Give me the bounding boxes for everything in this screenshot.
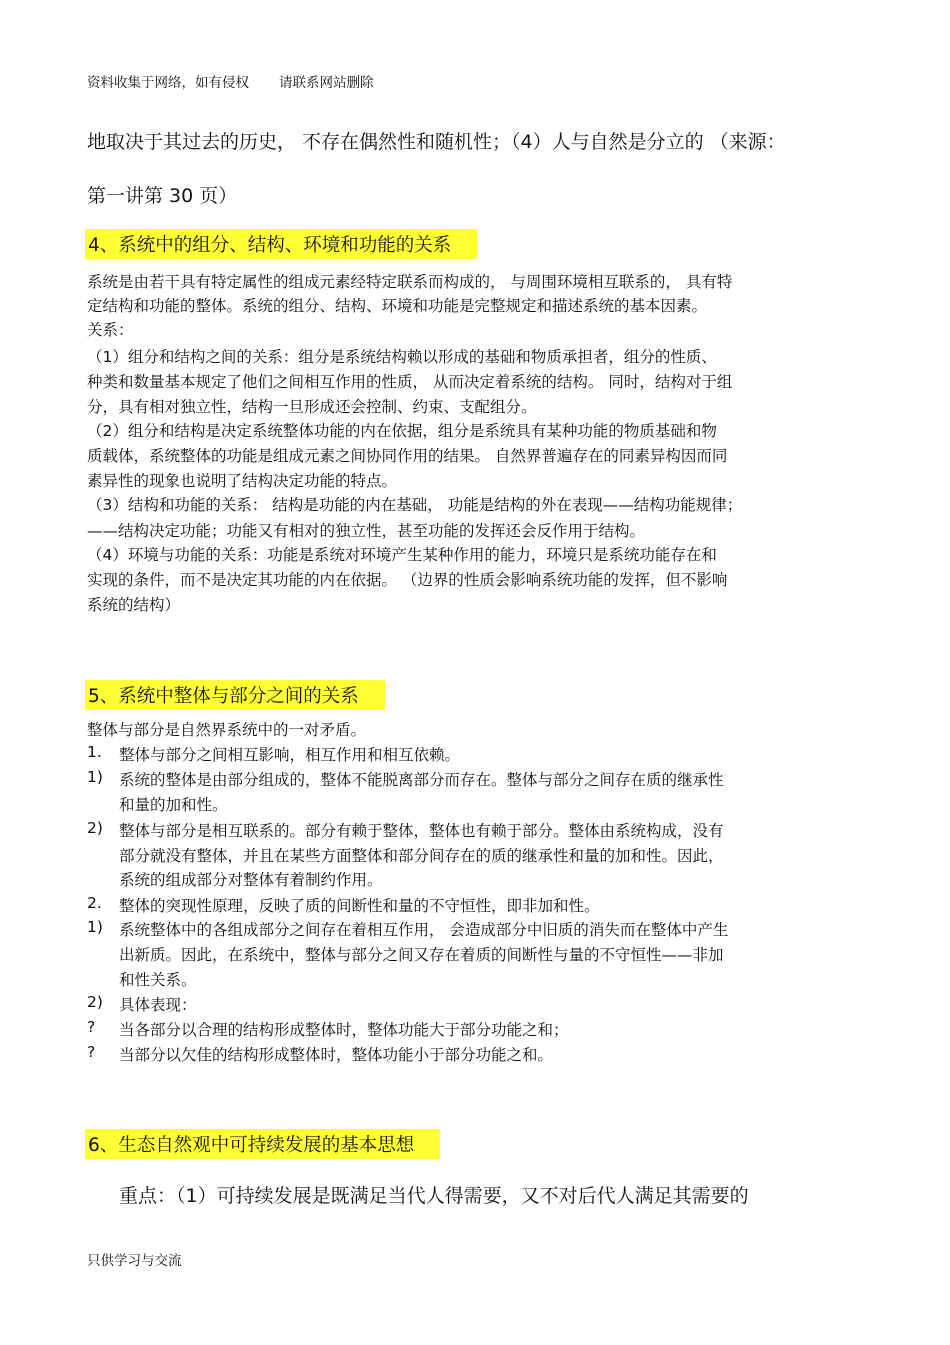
list-item-text: 系统的整体是由部分组成的，整体不能脱离部分而存在。整体与部分之间存在质的继承性 xyxy=(119,771,724,789)
list-item-text: 和量的加和性。 xyxy=(119,796,228,814)
list-marker: 1) xyxy=(87,918,103,936)
list-item-text: 具体表现： xyxy=(119,996,197,1014)
list-marker: ? xyxy=(87,1043,96,1061)
list-marker: 1. xyxy=(87,743,102,761)
list-marker: 1) xyxy=(87,768,103,786)
s4-paragraph-line: 系统的结构） xyxy=(87,596,181,614)
s4-paragraph-line: 实现的条件，而不是决定其功能的内在依据。 （边界的性质会影响系统功能的发挥，但不影响 xyxy=(87,571,728,589)
s4-paragraph-line: （1）组分和结构之间的关系：组分是系统结构赖以形成的基础和物质承担者，组分的性质、 xyxy=(87,348,717,366)
s4-paragraph-line: 种类和数量基本规定了他们之间相互作用的性质， 从而决定着系统的结构。 同时，结构对于组 xyxy=(87,373,733,391)
header-left-text: 资料收集于网络，如有侵权 xyxy=(87,75,249,91)
s4-paragraph-line: 关系： xyxy=(87,321,134,339)
list-item-text: 整体与部分是相互联系的。部分有赖于整体，整体也有赖于部分。整体由系统构成，没有 xyxy=(119,822,724,840)
section-5-heading: 5、系统中整体与部分之间的关系 xyxy=(85,680,385,710)
list-item-text: 系统的组成部分对整体有着制约作用。 xyxy=(119,871,383,889)
intro-line-1: 地取决于其过去的历史， 不存在偶然性和随机性；（4）人与自然是分立的 （来源： xyxy=(87,131,786,153)
s4-paragraph-line: 质载体，系统整体的功能是组成元素之间协同作用的结果。 自然界普遍存在的同素异构因而同 xyxy=(87,447,728,465)
list-marker: 2) xyxy=(87,819,103,837)
list-marker: 2. xyxy=(87,894,102,912)
section-4-heading: 4、系统中的组分、结构、环境和功能的关系 xyxy=(85,229,477,259)
s4-paragraph-line: （2）组分和结构是决定系统整体功能的内在依据，组分是系统具有某种功能的物质基础和物 xyxy=(87,422,717,440)
s4-paragraph-line: 系统是由若干具有特定属性的组成元素经特定联系而构成的， 与周围环境相互联系的， 具有特 xyxy=(87,273,733,291)
list-marker: 2) xyxy=(87,993,103,1011)
list-item-text: 整体与部分之间相互影响，相互作用和相互依赖。 xyxy=(119,746,461,764)
s4-paragraph-line: 定结构和功能的整体。系统的组分、结构、环境和功能是完整规定和描述系统的基本因素。 xyxy=(87,297,708,315)
list-item-text: 整体的突现性原理，反映了质的间断性和量的不守恒性，即非加和性。 xyxy=(119,897,600,915)
page-footer: 只供学习与交流 xyxy=(87,1253,182,1269)
s4-paragraph-line: （3）结构和功能的关系： 结构是功能的内在基础， 功能是结构的外在表现——结构功能规律； xyxy=(87,496,743,514)
list-item-text: 出新质。因此，在系统中，整体与部分之间又存在着质的间断性与量的不守恒性——非加 xyxy=(119,946,724,964)
list-marker: ? xyxy=(87,1018,96,1036)
page-header xyxy=(87,71,374,91)
section-6-heading: 6、生态自然观中可持续发展的基本思想 xyxy=(85,1129,440,1159)
s4-paragraph-line: ——结构决定功能；功能又有相对的独立性，甚至功能的发挥还会反作用于结构。 xyxy=(87,522,646,540)
list-item-text: 系统整体中的各组成部分之间存在着相互作用， 会造成部分中旧质的消失而在整体中产生 xyxy=(119,921,729,939)
list-item-text: 当部分以欠佳的结构形成整体时，整体功能小于部分功能之和。 xyxy=(119,1046,554,1064)
s6-line-1: 重点：（1）可持续发展是既满足当代人得需要，又不对后代人满足其需要的 xyxy=(119,1185,749,1207)
header-right-text: 请联系网站删除 xyxy=(279,75,374,91)
s4-paragraph-line: 分，具有相对独立性，结构一旦形成还会控制、约束、支配组分。 xyxy=(87,398,537,416)
s5-intro: 整体与部分是自然界系统中的一对矛盾。 xyxy=(87,721,367,739)
list-item-text: 和性关系。 xyxy=(119,971,197,989)
s4-paragraph-line: （4）环境与功能的关系：功能是系统对环境产生某种作用的能力，环境只是系统功能存在和 xyxy=(87,546,717,564)
s4-paragraph-line: 素异性的现象也说明了结构决定功能的特点。 xyxy=(87,472,398,490)
intro-line-2: 第一讲第 30 页） xyxy=(87,185,238,207)
list-item-text: 当各部分以合理的结构形成整体时，整体功能大于部分功能之和； xyxy=(119,1021,569,1039)
list-item-text: 部分就没有整体，并且在某些方面整体和部分间存在的质的继承性和量的加和性。因此， xyxy=(119,847,724,865)
